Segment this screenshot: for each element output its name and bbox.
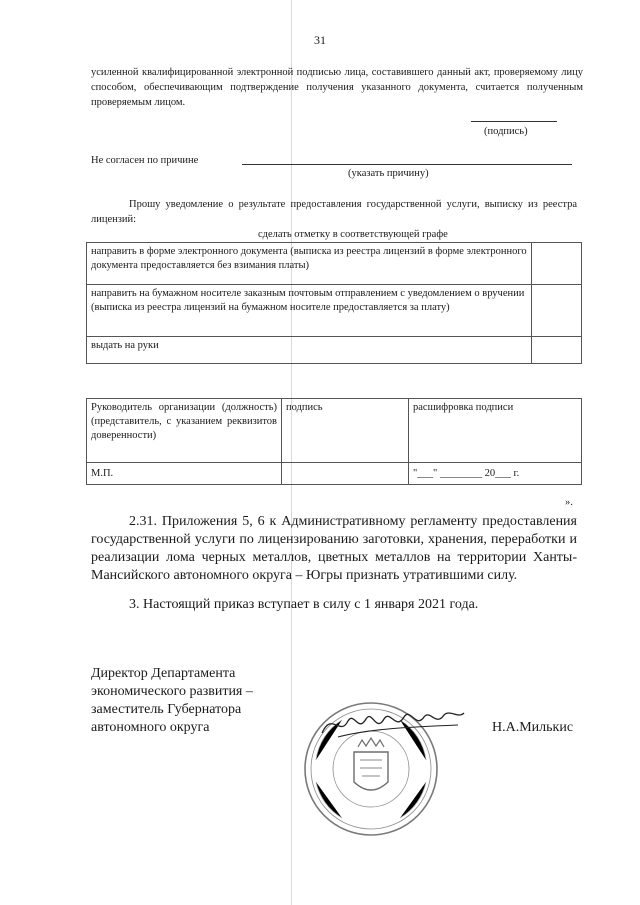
signer-position-line: Директор Департамента	[91, 666, 236, 681]
request-paragraph: Прошу уведомление о результате предоставления государственной услуги, выписку из реестра лицензий:	[91, 199, 577, 225]
stamp-row	[87, 463, 582, 485]
signature-line	[471, 121, 557, 122]
signer-position-line: экономического развития –	[91, 684, 253, 699]
option-row	[87, 285, 582, 337]
signature-row	[87, 399, 582, 463]
item-3: 3. Настоящий приказ вступает в силу с 1 января 2021 года.	[129, 597, 479, 612]
option-checkbox[interactable]	[532, 337, 582, 364]
reason-caption: (указать причину)	[348, 168, 429, 179]
item-2-31: 2.31. Приложения 5, 6 к Административному регламенту предоставления государственной услуги по лицензированию заготовки, хранения, переработки и реализации лома черных металлов, цветных металлов на территории Ханты-Мансийского автономного округа – Югры признать утратившими силу.	[91, 514, 577, 583]
option-checkbox[interactable]	[532, 285, 582, 337]
signature-col-header: подпись	[282, 399, 409, 463]
reason-line	[242, 164, 572, 165]
decode-col-header: расшифровка подписи	[409, 399, 582, 463]
disagree-label: Не согласен по причине	[91, 155, 199, 166]
signature-caption: (подпись)	[484, 126, 528, 137]
handwritten-signature	[318, 703, 468, 743]
option-row	[87, 243, 582, 285]
stamp-label: М.П.	[87, 463, 282, 485]
signer-name: Н.А.Милькис	[492, 720, 574, 735]
mark-caption: сделать отметку в соответствующей графе	[258, 229, 448, 240]
option-label: направить в форме электронного документа (выписка из реестра лицензий в форме электронного документа предоставляется без взимания платы)	[87, 243, 532, 285]
option-label: выдать на руки	[87, 337, 532, 364]
page-number: 31	[314, 33, 326, 47]
signature-table	[86, 398, 582, 485]
date-field: "___" ________ 20___ г.	[409, 463, 582, 485]
option-label: направить на бумажном носителе заказным почтовым отправлением с уведомлением о вручении (выписка из реестра лицензий на бумажном носителе предоставляется за плату)	[87, 285, 532, 337]
closing-quote: ».	[565, 497, 573, 508]
option-row	[87, 337, 582, 364]
intro-paragraph: усиленной квалифицированной электронной подписью лица, составившего данный акт, проверяемому лицу способом, обеспечивающим подтверждение получения указанного документа, считается полученным проверяемым лицом.	[91, 67, 583, 108]
signer-position	[91, 665, 253, 737]
signer-position-line: автономного округа	[91, 720, 210, 735]
delivery-options-table	[86, 242, 582, 364]
stamp-signature-cell	[282, 463, 409, 485]
option-checkbox[interactable]	[532, 243, 582, 285]
head-title-cell: Руководитель организации (должность) (представитель, с указанием реквизитов доверенности)	[87, 399, 282, 463]
signer-position-line: заместитель Губернатора	[91, 702, 242, 717]
